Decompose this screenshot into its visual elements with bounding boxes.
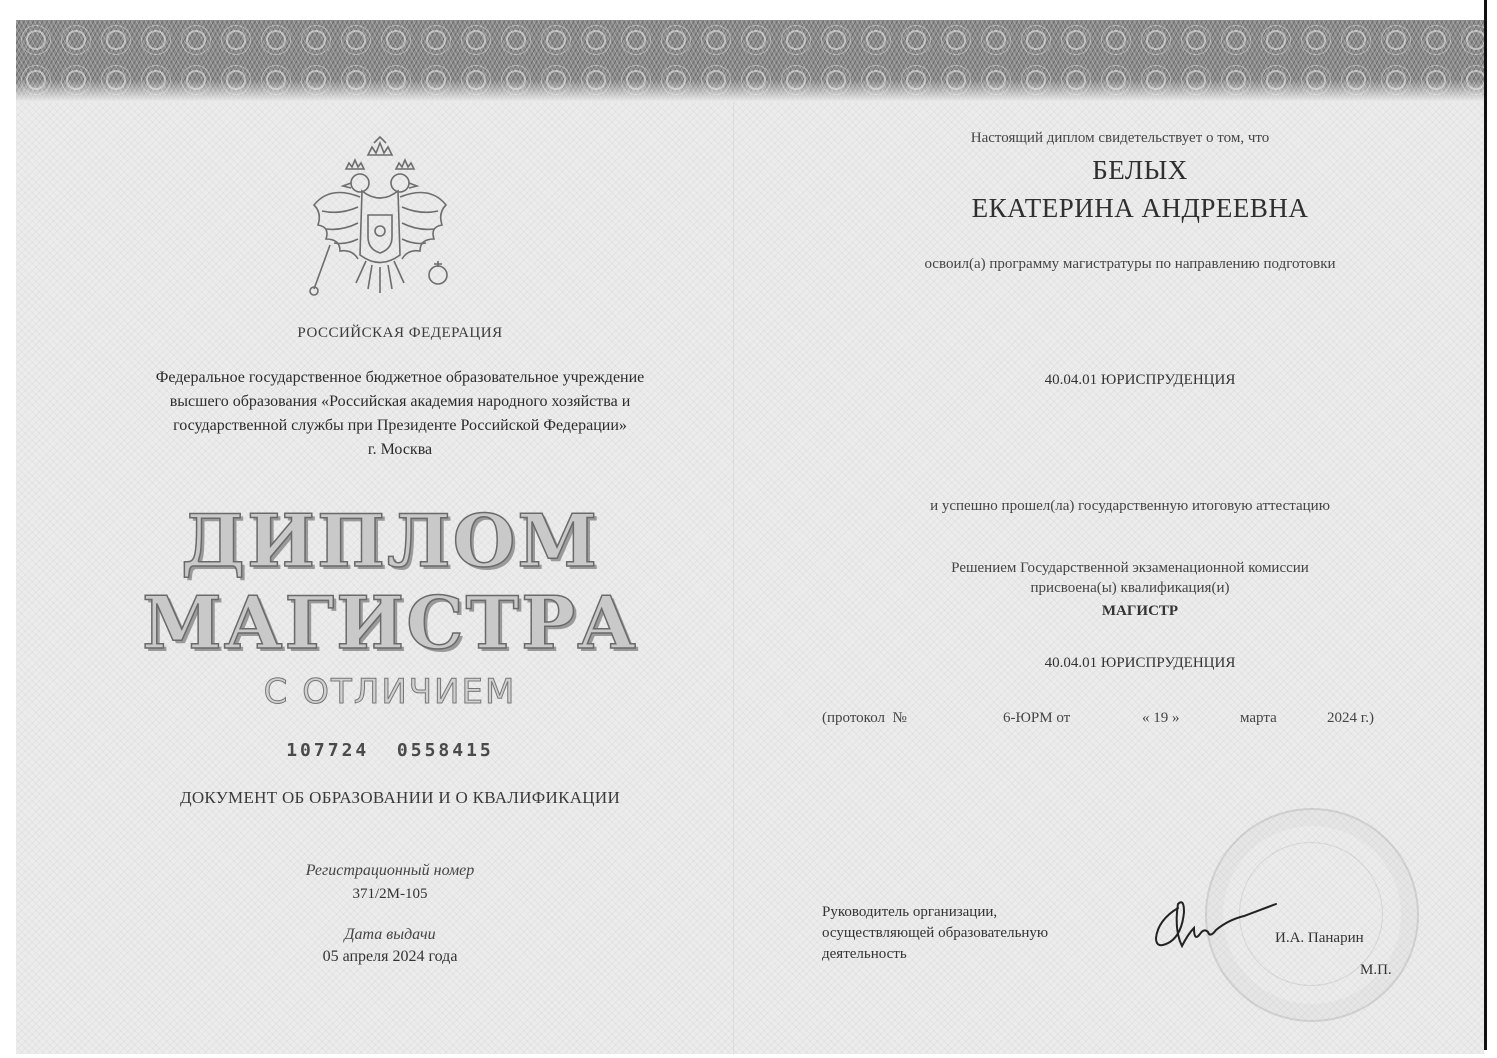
decision-line: Решением Государственной экзаменационной комиссии [951,560,1309,576]
protocol-number: 6-ЮРМ от [1003,710,1071,726]
honors-label: С ОТЛИЧИЕМ [263,672,517,712]
signer-name: И.А. Панарин [1275,930,1364,946]
head-label-line: Руководитель организации, [822,904,998,920]
guilloche-border [16,20,1484,102]
institution-line: высшего образования «Российская академия народного хозяйства и [169,393,631,410]
institution-city: г. Москва [367,441,433,458]
institution-name [60,366,740,462]
protocol-day: « 19 » [1142,710,1180,726]
graduate-given-names: ЕКАТЕРИНА АНДРЕЕВНА [971,193,1309,223]
signature-icon [1148,890,1288,960]
institution-line: государственной службы при Президенте Российской Федерации» [173,417,627,434]
qualification-specialty: 40.04.01 ЮРИСПРУДЕНЦИЯ [1044,655,1236,671]
decision-line: присвоена(ы) квалификация(и) [1030,580,1230,596]
registration-number: 371/2М-105 [352,886,428,902]
head-label-line: деятельность [822,946,907,962]
program-text: освоил(а) программу магистратуры по направлению подготовки [924,256,1336,272]
attestation-text: и успешно прошел(ла) государственную итоговую аттестацию [930,498,1330,514]
issue-date-label: Дата выдачи [344,926,436,943]
qualification: МАГИСТР [1101,603,1179,619]
registration-label: Регистрационный номер [305,862,475,879]
head-of-organization-label [822,902,1142,965]
institution-line: Федеральное государственное бюджетное образовательное учреждение [155,369,645,386]
coat-of-arms-icon [300,135,460,310]
diploma-title-line2: МАГИСТРА [142,580,638,665]
serial-number: 107724 0558415 [286,740,494,761]
head-label-line: осуществляющей образовательную [822,925,1049,941]
diploma-title-line1: ДИПЛОМ [180,498,600,583]
document-type: ДОКУМЕНТ ОБ ОБРАЗОВАНИИ И О КВАЛИФИКАЦИИ [179,788,621,807]
graduate-surname: БЕЛЫХ [1092,155,1188,185]
scan-edge [1484,0,1487,1050]
protocol-label: (протокол № [822,710,907,726]
seal-place-label: М.П. [1360,962,1392,978]
certifies-text: Настоящий диплом свидетельствует о том, что [970,130,1270,146]
specialty: 40.04.01 ЮРИСПРУДЕНЦИЯ [1044,372,1236,388]
country-name: РОССИЙСКАЯ ФЕДЕРАЦИЯ [297,325,503,341]
protocol-month: марта [1240,710,1277,726]
commission-decision [810,558,1450,598]
issue-date: 05 апреля 2024 года [322,948,458,965]
protocol-year: 2024 г.) [1327,710,1374,726]
page-fold [733,102,734,1054]
